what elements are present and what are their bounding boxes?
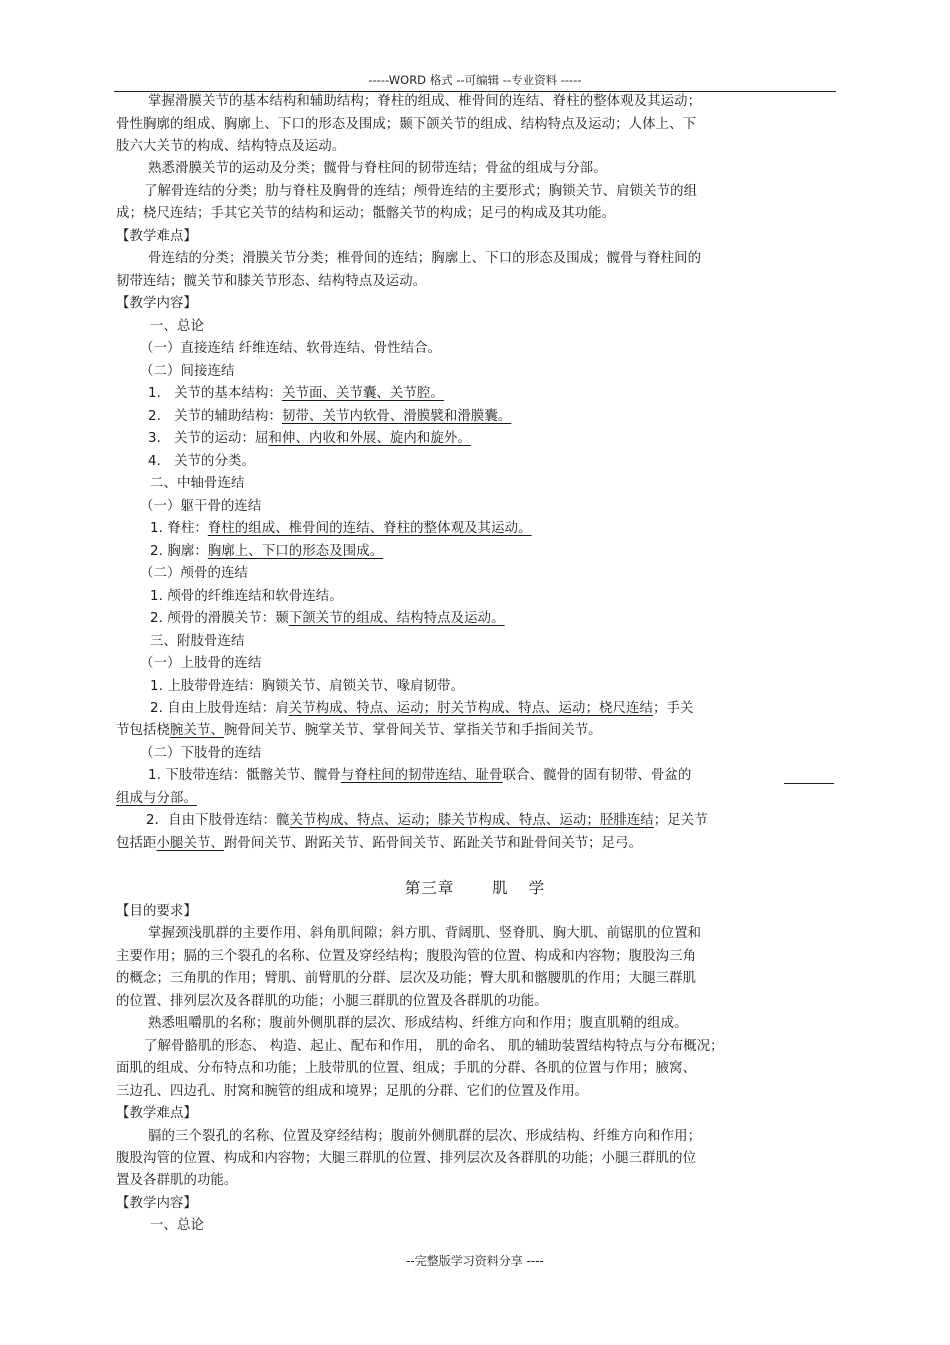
outline-item	[150, 520, 532, 538]
header-rule	[114, 91, 836, 92]
item-detail-underlined: 关节构成、特点、运动；膝	[289, 813, 452, 828]
outline-item: （二）间接连结	[140, 364, 235, 379]
objective-line: 骨性胸廓的组成、胸廓上、下口的形态及围成；颞下颌关节的组成、结构特点及运动；人体上、下	[116, 117, 697, 132]
objective-line: 熟悉滑膜关节的运动及分类；髋骨与脊柱间的韧带连结；骨盆的组成与分部。	[148, 161, 607, 176]
item-label: 2. 自由上肢骨连结：肩	[150, 701, 289, 716]
item-detail-underlined: 关节构成、特点、运动；	[451, 813, 600, 828]
item-label: 2. 胸廓：	[150, 544, 208, 559]
outline-item: （一）上肢骨的连结	[140, 656, 262, 671]
outline-item	[150, 543, 383, 561]
outline-item: （二）颅骨的连结	[140, 566, 248, 581]
page-header: -----WORD 格式 --可编辑 --专业资料 -----	[368, 73, 582, 87]
chapter-title	[0, 876, 950, 898]
section-heading-difficulty: 【教学难点】	[116, 1106, 197, 1121]
item-detail-underlined: 腕关节、	[169, 723, 224, 738]
item-detail-underlined: 组成与分部。	[116, 791, 197, 806]
item-number: 3.	[148, 431, 161, 446]
item-label: 1. 下肢带连结：骶髂关节、髋骨	[148, 768, 341, 783]
item-detail-underlined: 胫腓连结	[599, 813, 654, 828]
goal-line: 熟悉咀嚼肌的名称；腹前外侧肌群的层次、形成结构、纤维方向和作用；腹直肌鞘的组成。	[148, 1016, 688, 1031]
item-text: 联合、髋骨的固有韧带、骨盆的	[502, 768, 692, 783]
outline-item	[116, 790, 197, 808]
chapter-name-part: 肌	[492, 879, 509, 897]
chapter-number: 第三章	[404, 879, 455, 897]
item-text: ；手关	[653, 701, 694, 716]
item-text: 节包括桡	[116, 723, 170, 738]
outline-heading: 一、总论	[150, 319, 204, 334]
goal-line: 的位置、排列层次及各群肌的功能；小腿三群肌的位置及各群肌的功能。	[116, 994, 548, 1009]
outline-item: （一）躯干骨的连结	[140, 499, 262, 514]
objective-line: 了解骨连结的分类；肋与脊柱及胸骨的连结；颅骨连结的主要形式；胸锁关节、肩锁关节的组	[144, 184, 698, 199]
goal-line: 了解骨骼肌的形态、 构造、起止、配布和作用， 肌的命名、 肌的辅助装置结构特点与分布概况；	[144, 1039, 724, 1054]
outline-item	[116, 835, 642, 853]
section-heading-difficulty: 【教学难点】	[116, 229, 197, 244]
outline-item	[150, 610, 505, 628]
goal-line: 面肌的组成、分布特点和功能；上肢带肌的位置、组成；手肌的分群、各肌的位置与作用；腋窝、	[116, 1061, 697, 1076]
section-heading-goal: 【目的要求】	[116, 904, 197, 919]
outline-item	[148, 408, 511, 426]
section-heading-content: 【教学内容】	[116, 1196, 197, 1211]
item-detail-underlined: 与脊柱间的韧带连结、耻骨	[340, 768, 503, 783]
goal-line: 主要作用；膈的三个裂孔的名称、位置及穿经结构；腹股沟管的位置、构成和内容物；腹股沟三角	[116, 949, 697, 964]
item-label: 1. 脊柱：	[150, 521, 208, 536]
item-detail-underlined: 脊柱的组成、椎骨间的连结、脊柱的整体观及其运动。	[207, 521, 532, 536]
outline-item	[150, 700, 693, 718]
page-footer: --完整版学习资料分享 ----	[406, 1254, 544, 1268]
item-label: 关节的运动：屈	[174, 431, 269, 446]
objective-line: 肢六大关节的构成、结构特点及运动。	[116, 139, 346, 154]
objective-line: 成；桡尺连结；手其它关节的结构和运动；骶髂关节的构成；足弓的构成及其功能。	[116, 206, 616, 221]
item-detail-underlined: 关节面、关节囊、关节腔。	[282, 386, 444, 401]
item-label: 关节的基本结构：	[174, 386, 282, 401]
fill-in-rule	[784, 783, 834, 784]
difficulty-line: 膈的三个裂孔的名称、位置及穿经结构；腹前外侧肌群的层次、形成结构、纤维方向和作用；	[148, 1129, 702, 1144]
item-detail-underlined: 关节构成、特点、运动；肘关节构成、特点、运动；桡尺连结	[288, 701, 653, 716]
outline-item: 1. 颅骨的纤维连结和软骨连结。	[150, 589, 343, 604]
item-text: 腕骨间关节、腕掌关节、掌骨间关节、掌指关节和手指间关节。	[223, 723, 602, 738]
item-text: 跗骨间关节、跗跖关节、跖骨间关节、跖趾关节和趾骨间关节；足弓。	[223, 836, 643, 851]
item-detail-underlined: 胸廓上、下口的形态及围成。	[207, 544, 384, 559]
outline-item	[148, 385, 444, 403]
outline-heading: 一、总论	[150, 1218, 204, 1233]
outline-item: 1. 上肢带骨连结：胸锁关节、肩锁关节、喙肩韧带。	[150, 679, 465, 694]
outline-item: （一）直接连结 纤维连结、软骨连结、骨性结合。	[140, 341, 442, 356]
item-label: 2. 颅骨的滑膜关节：颞	[150, 611, 289, 626]
item-detail-underlined: 韧带、关节内软骨、滑膜襞和滑膜囊。	[282, 409, 512, 424]
item-label: 关节的辅助结构：	[174, 409, 282, 424]
difficulty-line: 腹股沟管的位置、构成和内容物；大腿三群肌的位置、排列层次及各群肌的功能；小腿三群肌的位	[116, 1151, 697, 1166]
outline-item	[116, 722, 602, 740]
item-detail-underlined: 和伸、内收和外展、旋内和旋外。	[268, 431, 471, 446]
outline-item	[148, 767, 691, 785]
outline-heading: 二、中轴骨连结	[150, 476, 245, 491]
item-label: 2．自由下肢骨连结：髋	[146, 813, 290, 828]
item-detail-underlined: 小腿关节、	[156, 836, 224, 851]
item-number: 2.	[148, 409, 161, 424]
difficulty-line: 骨连结的分类；滑膜关节分类；椎骨间的连结；胸廓上、下口的形态及围成；髋骨与脊柱间的	[148, 251, 702, 266]
section-heading-content: 【教学内容】	[116, 296, 197, 311]
item-number: 4.	[148, 454, 161, 469]
outline-item	[146, 812, 708, 830]
difficulty-line: 韧带连结；髋关节和膝关节形态、结构特点及运动。	[116, 274, 427, 289]
item-number: 1.	[148, 386, 161, 401]
goal-line: 的概念；三角肌的作用；臂肌、前臂肌的分群、层次及功能；臀大肌和髂腰肌的作用；大腿三群肌	[116, 971, 697, 986]
objective-line: 掌握滑膜关节的基本结构和辅助结构；脊柱的组成、椎骨间的连结、脊柱的整体观及其运动；	[148, 94, 702, 109]
item-label: 关节的分类。	[174, 454, 256, 469]
outline-heading: 三、附肢骨连结	[150, 634, 245, 649]
goal-line: 三边孔、四边孔、肘窝和腕管的组成和境界；足肌的分群、它们的位置及作用。	[116, 1084, 589, 1099]
outline-item	[148, 453, 255, 471]
difficulty-line: 置及各群肌的功能。	[116, 1173, 238, 1188]
outline-item	[148, 430, 471, 448]
item-text: 包括距	[116, 836, 157, 851]
chapter-name-part: 学	[528, 879, 546, 897]
goal-line: 掌握颈浅肌群的主要作用、斜角肌间隙；斜方肌、背阔肌、竖脊肌、胸大肌、前锯肌的位置和	[148, 926, 702, 941]
item-text: ；足关节	[653, 813, 708, 828]
outline-item: （二）下肢骨的连结	[140, 746, 262, 761]
item-detail-underlined: 下颌关节的组成、结构特点及运动。	[288, 611, 505, 626]
